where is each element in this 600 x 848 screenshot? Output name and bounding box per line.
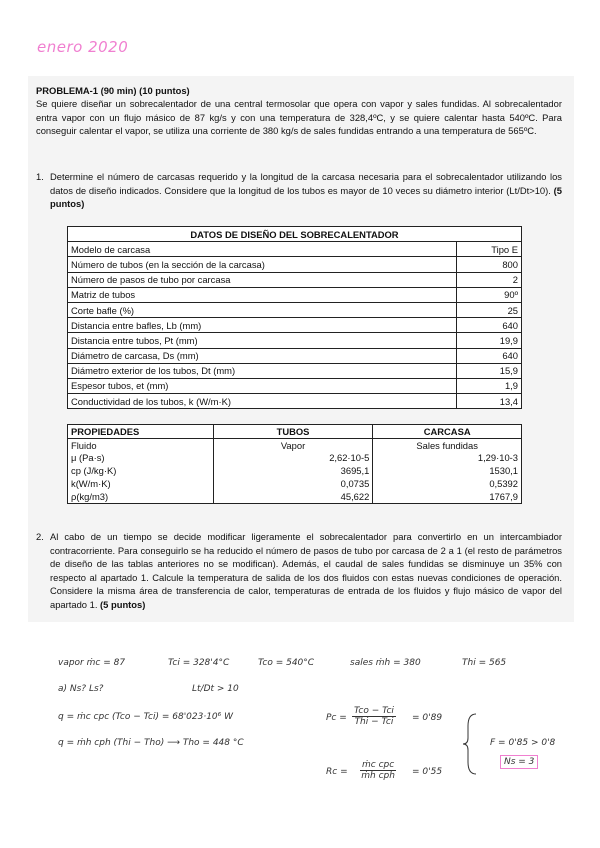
hw-tho-calc: q = ṁh cph (Thi − Tho) ⟶ Tho = 448 °C — [58, 738, 244, 748]
properties-table — [67, 424, 522, 504]
question-2-points: (5 puntos) — [100, 598, 146, 610]
question-1-points: (5 puntos) — [50, 184, 562, 210]
table-row: Distancia entre bafles, Lb (mm) 640 — [68, 318, 522, 333]
table-row: cp (J/kg·K) 3695,1 1530,1 — [68, 464, 522, 477]
hw-pc-fraction: Tco − Tci Thi − Tci — [354, 706, 394, 727]
hw-curly-brace — [462, 712, 482, 776]
table-row: Matriz de tubos 90º — [68, 287, 522, 302]
question-1-number: 1. — [36, 171, 44, 182]
hw-tco: Tco = 540°C — [258, 658, 315, 668]
hw-vapor-mass-flow: vapor ṁc = 87 — [58, 658, 126, 668]
hw-length-ratio: Lt/Dt > 10 — [192, 684, 239, 694]
hw-thi: Thi = 565 — [462, 658, 507, 668]
question-2-text: Al cabo de un tiempo se decide modificar ligeramente el sobrecalentador para convertirlo en un intercambiador contracorriente. Para conseguirlo se ha reducido el número de pasos de tubo por carcasa de 2 a 1 (el resto de parámetros de diseño de las tablas anteriores no se modifican). Además, el caudal de sales fundidas se disminuye un 35% con respecto al apartado 1. Calcule la temperatura de salida de los dos fluidos con estas nuevas condiciones de operación. Considere la misma área de transferencia de calor, temperaturas de entrada de los fluidos y flujo másico de vapor del apartado 1. — [50, 531, 562, 610]
table-row: Conductividad de los tubos, k (W/m·K) 13,4 — [68, 394, 522, 409]
design-data-table — [67, 226, 522, 409]
hw-salt-mass-flow: sales ṁh = 380 — [350, 658, 421, 668]
question-2 — [36, 530, 562, 612]
question-1 — [36, 170, 562, 211]
design-table-title: DATOS DE DISEÑO DEL SOBRECALENTADOR — [68, 227, 522, 242]
table-row: ρ(kg/m3) 45,622 1767,9 — [68, 490, 522, 503]
table-row: Número de pasos de tubo por carcasa 2 — [68, 272, 522, 287]
table-row: μ (Pa·s) 2,62·10-5 1,29·10-3 — [68, 452, 522, 465]
table-row: Modelo de carcasa Tipo E — [68, 242, 522, 257]
hw-tci: Tci = 328'4°C — [168, 658, 230, 668]
hw-question-a: a) Ns? Ls? — [58, 684, 104, 694]
table-row: Número de tubos (en la sección de la carcasa) 800 — [68, 257, 522, 272]
table-row: Fluido Vapor Sales fundidas — [68, 438, 522, 451]
question-1-text: Determine el número de carcasas requerido y la longitud de la carcasa necesaria para el sobrecalentador utilizando los datos de diseño indicados. Considere que la longitud de los tubos es mayor de 10 veces su diámetro interior (Lt/Dt>10). — [50, 171, 562, 196]
problem-intro: Se quiere diseñar un sobrecalentador de una central termosolar que opera con vapor y sales fundidas. Al sobrecalentador entra vapor con un flujo másico de 87 kg/s y con una temperatura de 328,4ºC, y se quiere calentar hasta 540ºC. Para conseguir calentar el vapor, se utiliza una corriente de 380 kg/s de sales fundidas entrando a una temperatura de 565ºC. — [36, 98, 562, 137]
hw-pc-label: Pc = — [326, 713, 347, 723]
hw-rc-value: = 0'55 — [412, 767, 443, 777]
hw-pc-value: = 0'89 — [412, 713, 443, 723]
table-row: k(W/m·K) 0,0735 0,5392 — [68, 477, 522, 490]
handwritten-header-date: enero 2020 — [37, 38, 129, 56]
problem-title: PROBLEMA-1 (90 min) (10 puntos) — [36, 85, 190, 96]
table-row: Distancia entre tubos, Pt (mm) 19,9 — [68, 333, 522, 348]
table-row: Corte bafle (%) 25 — [68, 302, 522, 317]
hw-ns-result: Ns = 3 — [500, 755, 538, 769]
table-row: Espesor tubos, et (mm) 1,9 — [68, 378, 522, 393]
hw-heat-rate: q = ṁc cpc (Tco − Tci) = 68'023·10⁶ W — [58, 712, 234, 722]
hw-f-factor: F = 0'85 > 0'8 — [490, 738, 556, 748]
hw-rc-fraction: ṁc cpc ṁh cph — [361, 760, 395, 781]
table-row: Diámetro exterior de los tubos, Dt (mm) 15,9 — [68, 363, 522, 378]
question-2-number: 2. — [36, 531, 44, 542]
hw-rc-label: Rc = — [326, 767, 348, 777]
table-row: Diámetro de carcasa, Ds (mm) 640 — [68, 348, 522, 363]
table-header-row: PROPIEDADES TUBOS CARCASA — [68, 425, 522, 439]
